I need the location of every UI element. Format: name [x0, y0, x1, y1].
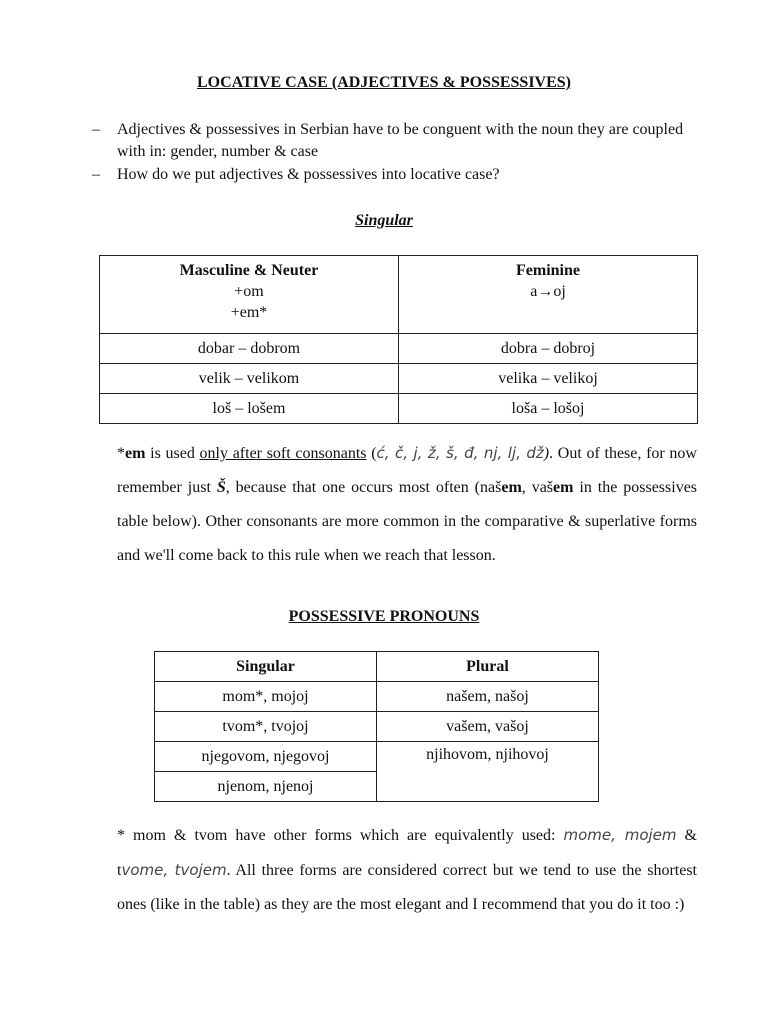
bullet-dash: – [92, 121, 100, 138]
note-text: ) [543, 445, 550, 462]
table-cell: loša – lošoj [399, 394, 698, 424]
table-cell: vašem, vašoj [377, 712, 599, 742]
table-row [100, 394, 698, 424]
note-text: * mom & tvom have other forms which are equivalently used: [117, 827, 564, 844]
endings-header-title: Feminine [516, 262, 580, 279]
table-cell: dobra – dobroj [399, 334, 698, 364]
endings-rule: a→oj [530, 283, 566, 300]
soft-consonant-note [117, 436, 697, 573]
note-text: ( [366, 445, 377, 462]
table-header-row [155, 652, 599, 682]
table-cell: loš – lošem [100, 394, 399, 424]
singular-heading: Singular [355, 212, 413, 229]
alternate-forms: mome, mojem [563, 826, 677, 844]
endings-rule: +em* [230, 304, 268, 321]
note-text: & t [117, 827, 697, 879]
table-row [100, 334, 698, 364]
table-row [155, 712, 599, 742]
table-cell: tvom*, tvojoj [155, 712, 377, 742]
table-cell: velik – velikom [100, 364, 399, 394]
alternate-forms: vome, tvojem [121, 861, 227, 879]
endings-table [99, 255, 698, 424]
note-ending: em [125, 445, 146, 462]
endings-rule: +om [234, 283, 264, 300]
possessive-heading: POSSESSIVE PRONOUNS [288, 608, 480, 625]
table-cell: dobar – dobrom [100, 334, 399, 364]
endings-header-masc-neut [100, 256, 399, 334]
alternate-forms-note [117, 818, 697, 922]
table-header: Plural [377, 652, 599, 682]
note-text: . Out of these, for now remember just [117, 445, 697, 496]
endings-header-feminine [399, 256, 698, 334]
table-row [155, 742, 599, 772]
table-row [155, 682, 599, 712]
table-row [100, 364, 698, 394]
table-cell: njenom, njenoj [155, 772, 377, 802]
note-letter: Š [216, 479, 226, 496]
note-ending: em [501, 479, 522, 496]
note-ending: em [553, 479, 574, 496]
consonant-list: ć, č, j, ž, š, đ, nj, lj, dž [376, 444, 544, 462]
table-cell: mom*, mojoj [155, 682, 377, 712]
note-text: in the possessives table below). Other consonants are more common in the comparative & superlative forms and we'll come back to this rule when we reach that lesson. [117, 479, 698, 564]
note-text: , vaš [521, 479, 554, 496]
bullet-text: How do we put adjectives & possessives into locative case? [117, 166, 500, 183]
note-text: , because that one occurs most often (naš [225, 479, 502, 496]
table-cell: njegovom, njegovoj [155, 742, 377, 772]
note-star: * [117, 445, 125, 462]
table-header: Singular [155, 652, 377, 682]
bullet-text: Adjectives & possessives in Serbian have to be conguent with the noun they are coupled with in: gender, number & case [117, 121, 684, 160]
bullet-item [92, 164, 712, 186]
endings-header-title: Masculine & Neuter [179, 262, 319, 279]
bullet-item [92, 119, 712, 163]
table-cell: velika – velikoj [399, 364, 698, 394]
possessive-table [154, 651, 599, 802]
note-text: is used [145, 445, 200, 462]
bullet-dash: – [92, 166, 100, 183]
table-cell: našem, našoj [377, 682, 599, 712]
page-title: LOCATIVE CASE (ADJECTIVES & POSSESSIVES) [196, 74, 572, 91]
table-cell: njihovom, njihovoj [377, 742, 599, 802]
note-text: . All three forms are considered correct but we tend to use the shortest ones (like in the table) as they are the most elegant and I recommend that you do it too :) [117, 862, 698, 913]
note-condition: only after soft consonants [199, 445, 367, 462]
